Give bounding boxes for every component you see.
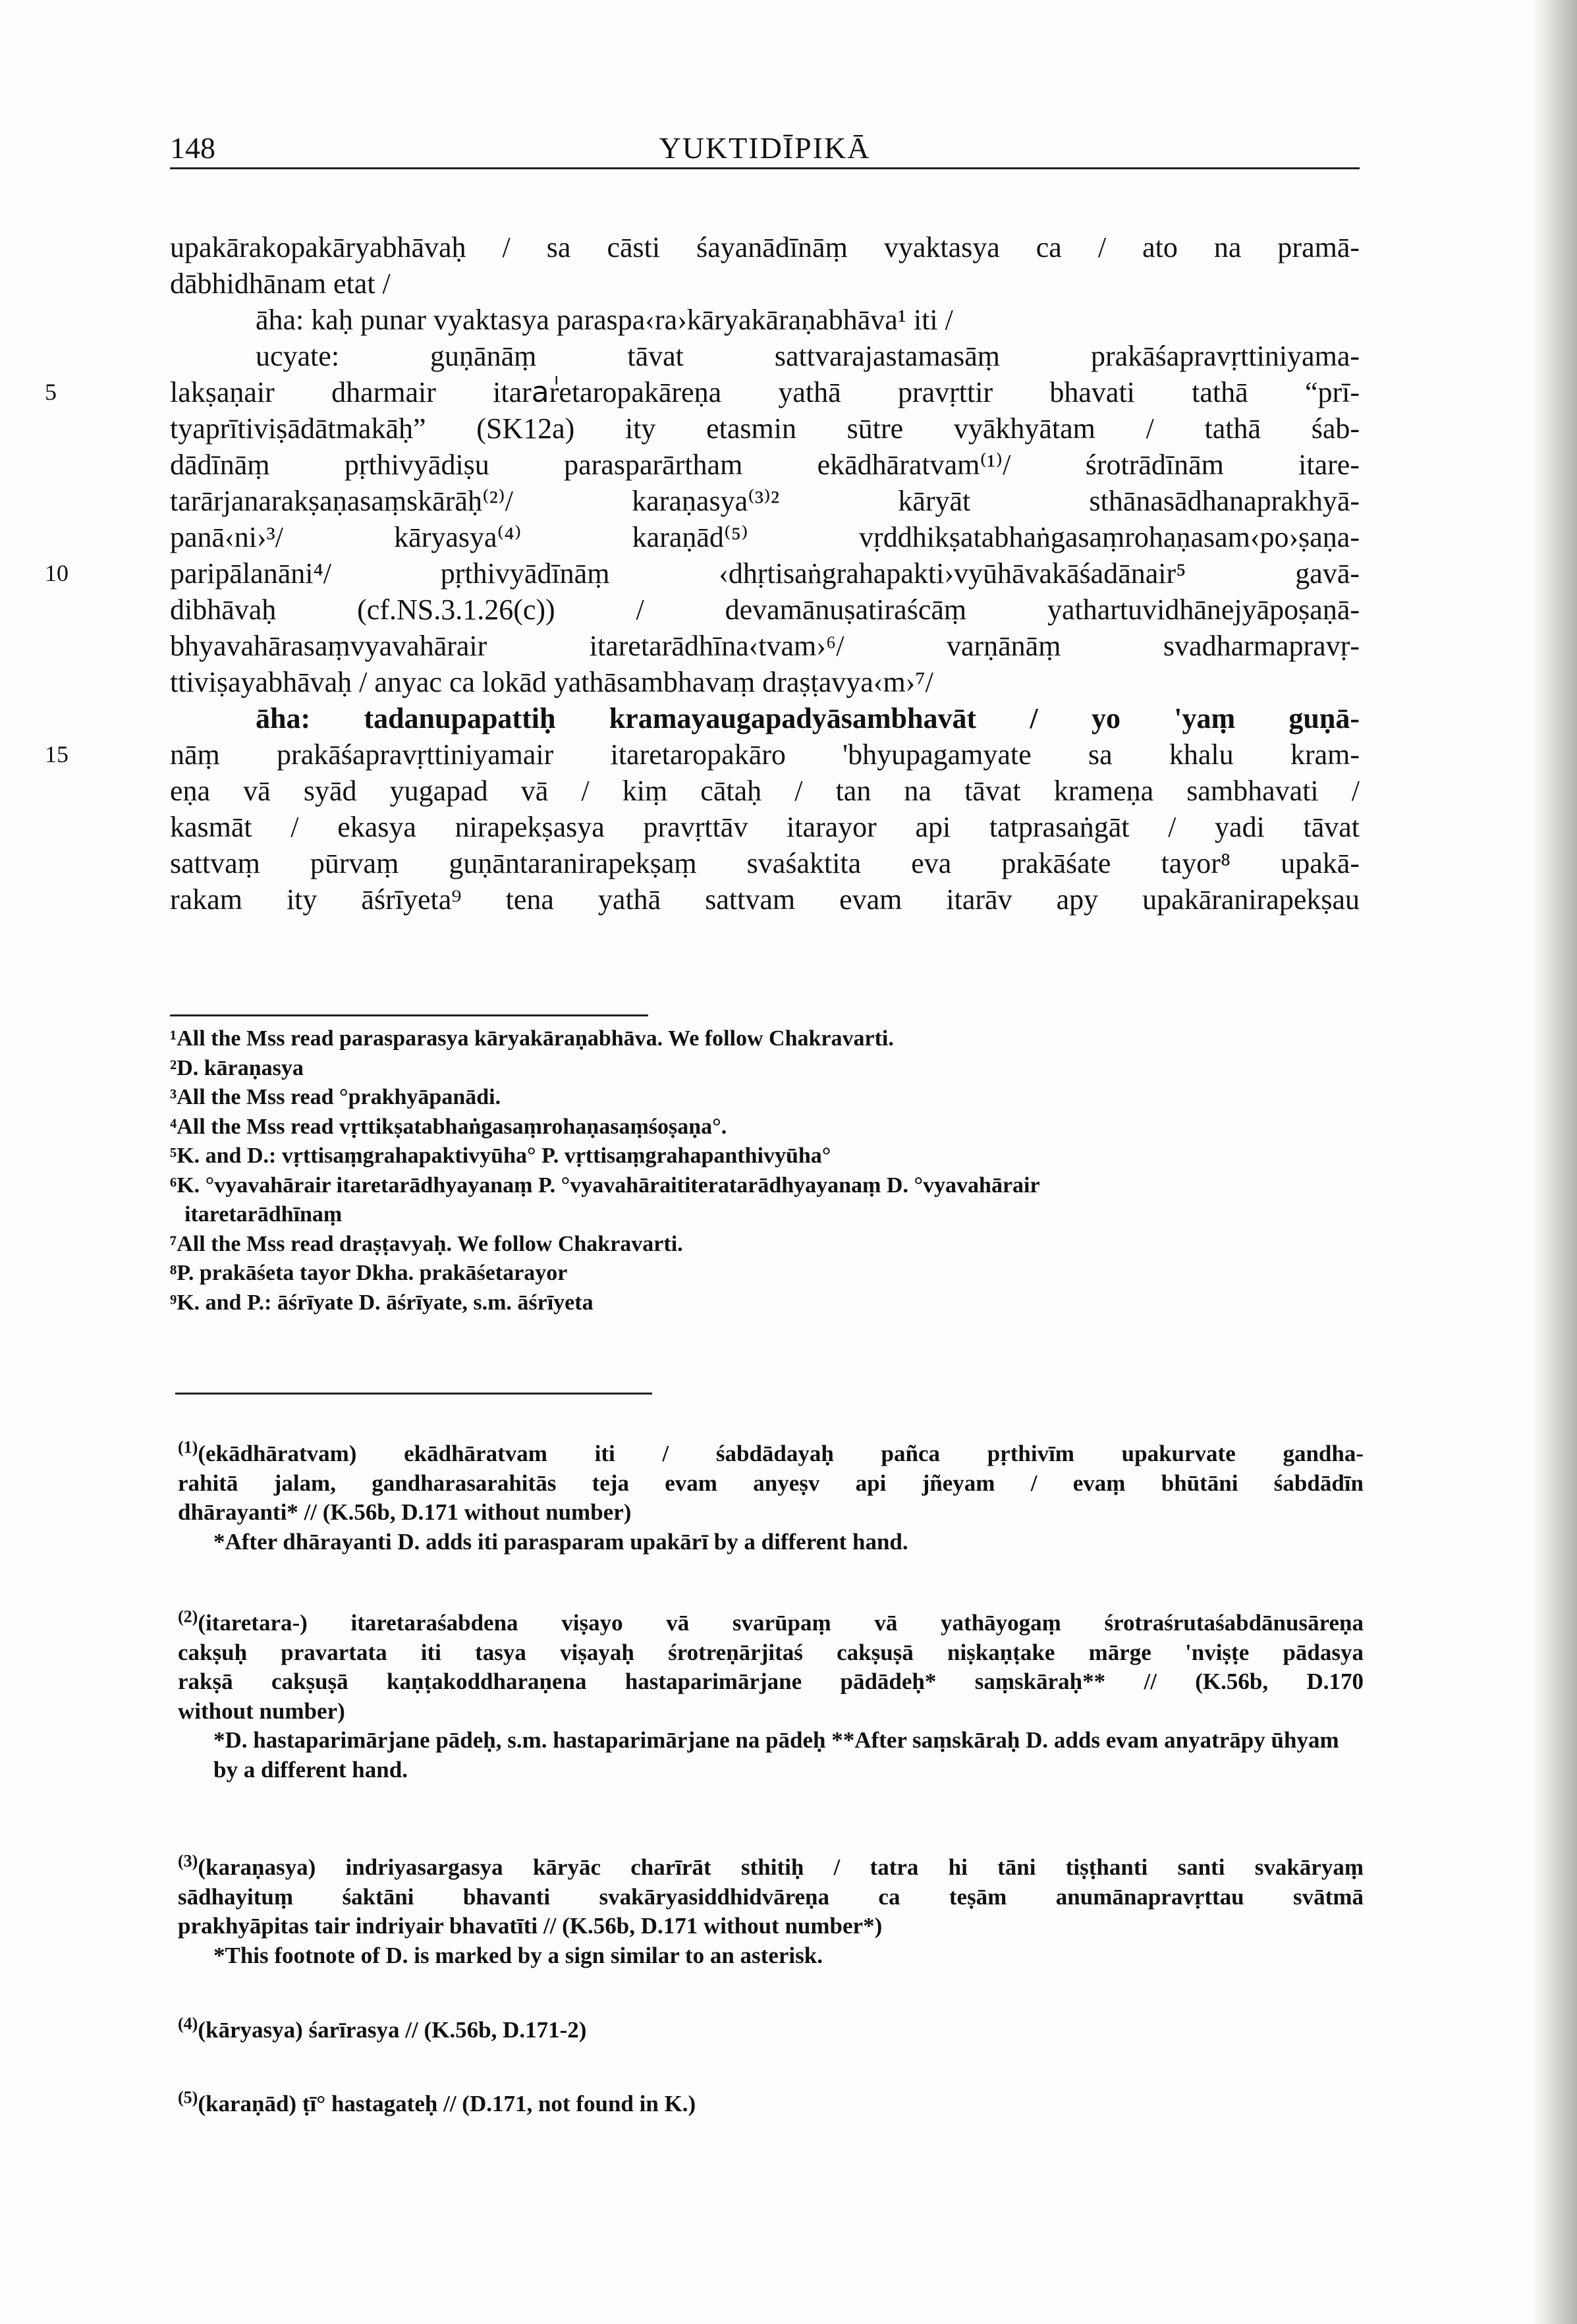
text-line: ucyate: guṇānāṃ tāvat sattvarajastamasāṃ prakāśapravṛttiniyama- (256, 340, 1360, 372)
text-line: tyaprītiviṣādātmakāḥ” (SK12a) ity etasmin sūtre vyākhyātam / tathā śab- (170, 412, 1360, 445)
text-line: āha: tadanupapattiḥ kramayaugapadyāsambhavāt / yo 'yaṃ guṇā- (256, 702, 1360, 734)
commentary-note-5 (178, 2089, 1364, 2119)
page-number: 148 (170, 131, 215, 165)
line-number: 5 (45, 379, 57, 405)
apparatus-entry: ⁶K. °vyavahārair itaretarādhyayanaṃ P. °vyavahāraititeratarādhyayanaṃ D. °vyavahārair (170, 1173, 1040, 1198)
apparatus-divider (170, 1014, 648, 1016)
note-subnote: *This footnote of D. is marked by a sign similar to an asterisk. (213, 1942, 823, 1968)
note-line (178, 1853, 1364, 1883)
note-line-content: (kāryasya) śarīrasya // (K.56b, D.171-2) (198, 2017, 587, 2043)
note-marker: (4) (178, 2014, 198, 2034)
page-header (170, 126, 1360, 169)
commentary-note-4 (178, 2016, 1364, 2045)
note-line: prakhyāpitas tair indriyair bhavatīti // (K.56b, D.171 without number*) (178, 1913, 883, 1939)
note-line (178, 1609, 1364, 1638)
note-line-content: (karaṇād) ṭī° hastagateḥ // (D.171, not found in K.) (198, 2091, 696, 2116)
text-line: bhyavahārasaṃvyavahārair itaretarādhīna‹tvam›⁶/ varṇānāṃ svadharmapravṛ- (170, 630, 1360, 662)
commentary-note-3 (178, 1853, 1364, 1970)
note-line: dhārayanti* // (K.56b, D.171 without number) (178, 1499, 632, 1525)
apparatus-entry: ⁴All the Mss read vṛttikṣatabhaṅgasaṃrohaṇasaṃśoṣaṇa°. (170, 1114, 727, 1139)
text-line: upakārakopakāryabhāvaḥ / sa cāsti śayanādīnāṃ vyaktasya ca / ato na pramā- (170, 231, 1360, 263)
text-line: dibhāvaḥ (cf.NS.3.1.26(c)) / devamānuṣatiraścāṃ yathartuvidhānejyāpoṣaṇā- (170, 594, 1360, 626)
text-line: ttiviṣayabhāvaḥ / anyac ca lokād yathāsambhavaṃ draṣṭavya‹m›⁷/ (170, 666, 933, 698)
notes-divider (175, 1393, 652, 1395)
text-line-content: lakṣaṇair dharmair itaraٰretaropakāreṇa yathā pravṛttir bhavati tathā “prī- (170, 376, 1360, 408)
text-line: rakam ity āśrīyeta⁹ tena yathā sattvam evam itarāv apy upakāranirapekṣau (170, 883, 1360, 916)
apparatus-entry: ⁸P. prakāśeta tayor Dkha. prakāśetarayor (170, 1261, 568, 1285)
note-marker: (5) (178, 2088, 198, 2107)
scan-page-edge-shadow (1531, 0, 1577, 2324)
note-marker: (2) (178, 1607, 198, 1626)
text-line: dādīnāṃ pṛthivyādiṣu parasparārtham ekādhāratvam⁽¹⁾/ śrotrādīnām itare- (170, 449, 1360, 481)
note-line (178, 2016, 1364, 2045)
text-line: kasmāt / ekasya nirapekṣasya pravṛttāv itarayor api tatprasaṅgāt / yadi tāvat (170, 811, 1360, 843)
apparatus-entry: ⁷All the Mss read draṣṭavyaḥ. We follow Chakravarti. (170, 1231, 683, 1256)
note-line: rahitā jalam, gandharasarahitās teja evam anyeṣv api jñeyam / evaṃ bhūtāni śabdādīn (178, 1470, 1364, 1496)
text-line: panā‹ni›³/ kāryasya⁽⁴⁾ karaṇād⁽⁵⁾ vṛddhikṣatabhaṅgasaṃrohaṇasam‹po›ṣaṇa- (170, 521, 1360, 553)
note-line-content: (karaṇasya) indriyasargasya kāryāc charīrāt sthitiḥ / tatra hi tāni tiṣṭhanti santi svakāryaṃ (198, 1854, 1364, 1880)
text-line-content: paripālanāni⁴/ pṛthivyādīnāṃ ‹dhṛtisaṅgrahapakti›vyūhāvakāśadānair⁵ gavā- (170, 557, 1360, 590)
text-line: eṇa vā syād yugapad vā / kiṃ cātaḥ / tan na tāvat krameṇa sambhavati / (170, 775, 1360, 807)
text-line (45, 555, 1360, 592)
note-marker: (3) (178, 1851, 198, 1871)
text-line: tarārjanarakṣaṇasaṃskārāḥ⁽²⁾/ karaṇasya⁽³⁾² kāryāt sthānasādhanaprakhyā- (170, 485, 1360, 517)
apparatus-entry: ³All the Mss read °prakhyāpanādi. (170, 1085, 501, 1109)
note-line: sādhayituṃ śaktāni bhavanti svakāryasiddhidvāreṇa ca teṣām anumānapravṛttau svātmā (178, 1883, 1364, 1910)
note-subnote: *After dhārayanti D. adds iti parasparam upakārī by a different hand. (213, 1528, 908, 1555)
note-line (178, 2089, 1364, 2119)
note-line-content: (itaretara-) itaretaraśabdena viṣayo vā svarūpaṃ vā yathāyogaṃ śrotraśrutaśabdānusāreṇa (198, 1610, 1364, 1636)
note-subnote: *D. hastaparimārjane pādeḥ, s.m. hastaparimārjane na pādeḥ **After saṃskāraḥ D. adds evam anyatrāpy ūhyam by a different hand. (213, 1727, 1339, 1783)
text-line (45, 374, 1360, 410)
text-line: dābhidhānam etat / (170, 267, 391, 300)
apparatus-entry: ⁹K. and P.: āśrīyate D. āśrīyate, s.m. āśrīyeta (170, 1290, 594, 1315)
critical-apparatus (170, 1024, 1360, 1317)
text-line: āha: kaḥ punar vyaktasya paraspa‹ra›kāryakāraṇabhāva¹ iti / (256, 304, 953, 336)
note-line: without number) (178, 1698, 345, 1724)
text-line-content: nāṃ prakāśapravṛttiniyamair itaretaropakāro 'bhyupagamyate sa khalu kram- (170, 738, 1360, 771)
apparatus-entry: ¹All the Mss read parasparasya kāryakāraṇabhāva. We follow Chakravarti. (170, 1026, 894, 1051)
text-line (45, 736, 1360, 773)
note-line-content: (ekādhāratvam) ekādhāratvam iti / śabdādayaḥ pañca pṛthivīm upakurvate gandha- (198, 1441, 1364, 1466)
note-line: cakṣuḥ pravartata iti tasya viṣayaḥ śrotreṇārjitaś cakṣuṣā niṣkaṇṭake mārge 'nviṣṭe pādasya (178, 1639, 1364, 1665)
line-number: 15 (45, 741, 69, 767)
commentary-note-2 (178, 1609, 1364, 1784)
running-title: YUKTIDĪPIKĀ (659, 131, 871, 165)
apparatus-entry: itaretarādhīnaṃ (184, 1202, 343, 1227)
note-marker: (1) (178, 1437, 198, 1457)
commentary-note-1 (178, 1439, 1364, 1557)
apparatus-entry: ²D. kāraṇasya (170, 1055, 304, 1080)
note-line: rakṣā cakṣuṣā kaṇṭakoddharaṇena hastaparimārjane pādādeḥ* saṃskāraḥ** // (K.56b, D.170 (178, 1669, 1364, 1694)
note-line (178, 1439, 1364, 1469)
line-number: 10 (45, 560, 69, 586)
main-text (45, 229, 1360, 918)
apparatus-entry: ⁵K. and D.: vṛttisaṃgrahapaktivyūha° P. vṛttisaṃgrahapanthivyūha° (170, 1144, 831, 1168)
text-line: sattvaṃ pūrvaṃ guṇāntaranirapekṣaṃ svaśaktita eva prakāśate tayor⁸ upakā- (170, 847, 1360, 879)
